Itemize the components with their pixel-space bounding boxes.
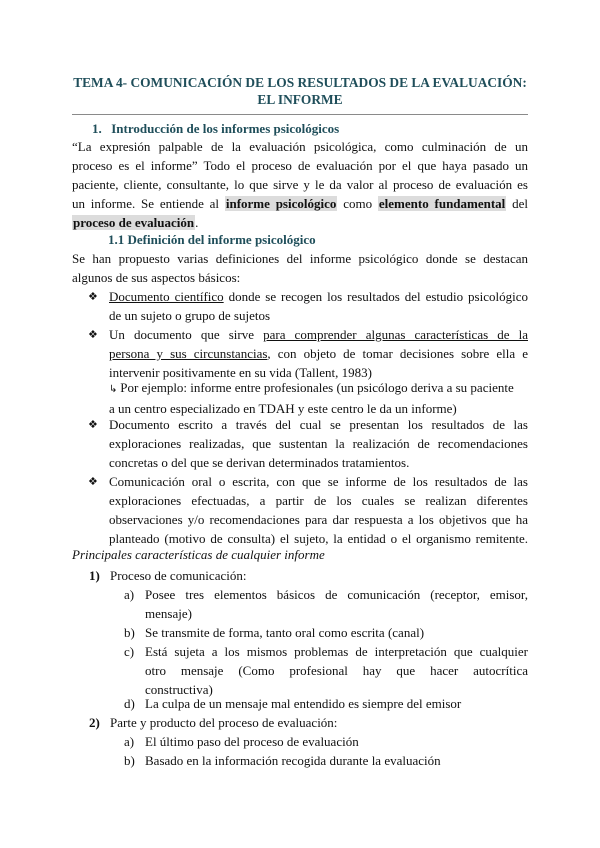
bullet-line: Documento escrito a través del cual se presentan los resultados de las [109,417,528,432]
section-1-number: 1. [92,121,102,136]
sub-item-text: La culpa de un mensaje mal entendido es siempre del emisor [145,696,462,711]
definitions-line: algunos de sus aspectos básicos: [72,270,241,285]
intro-line: “La expresión palpable de la evaluación psicológica, como culminación de un [72,139,528,154]
highlight-proceso-evaluacion: proceso de evaluación [73,215,195,230]
sub-item-line: Está sujeta a los mismos problemas de interpretación que cualquier [145,644,528,659]
sub-item-letter: b) [124,753,135,768]
sub-item-letter: a) [124,734,135,749]
diamond-bullet-icon: ❖ [88,475,98,488]
highlight-elemento-fundamental: elemento fundamental [378,196,506,211]
intro-line [72,213,528,232]
bullet-text-part: donde se recogen los resultados del estudio psicológico [228,289,528,304]
intro-text: un informe. Se entiende al [72,196,220,211]
intro-text: del [512,196,528,211]
diamond-bullet-icon: ❖ [88,418,98,431]
item-number: 2) [89,715,100,730]
title-divider [72,114,528,115]
characteristics-heading: Principales características de cualquier informe [72,547,325,562]
bullet-line [109,344,528,363]
bullet-text-part: , con objeto de tomar decisiones sobre ella e [267,346,528,361]
bullet-text [109,472,528,548]
intro-line [72,194,528,213]
intro-paragraph [72,137,528,232]
highlight-informe-psicologico: informe psicológico [225,196,337,211]
intro-text: como [343,196,373,211]
underlined-documento-cientifico: Documento científico [109,289,224,304]
example-note [109,378,528,418]
sub-item-line: Posee tres elementos básicos de comunicación (receptor, emisor, [145,587,528,602]
definitions-line: Se han propuesto varias definiciones del informe psicológico donde se destacan [72,251,528,266]
underlined-persona: persona y sus circunstancias [109,346,268,361]
underlined-comprender: para comprender algunas características de la [263,327,528,342]
bullet-line: observaciones y/o recomendaciones para dar respuesta a los objetivos que ha [109,512,528,527]
sub-item-text: Basado en la información recogida durante la evaluación [145,753,441,768]
sub-item-letter: a) [124,587,135,602]
example-line [109,378,528,399]
sub-item-text: El último paso del proceso de evaluación [145,734,359,749]
section-1-title: Introducción de los informes psicológicos [111,121,340,136]
bullet-line [109,287,528,306]
bullet-line: de un sujeto o grupo de sujetos [109,308,271,323]
sub-item-text: Se transmite de forma, tanto oral como escrita (canal) [145,625,425,640]
intro-text: . [195,215,199,230]
intro-line: proceso es el informe” Todo el proceso de evaluación por el que haya pasado un [72,158,528,173]
item-label: Proceso de comunicación: [110,568,247,583]
definitions-intro [72,249,528,287]
example-text: Por ejemplo: informe entre profesionales (un psicólogo deriva a su paciente [120,380,514,395]
section-1-heading [92,121,339,137]
sub-item-letter: c) [124,644,135,659]
bullet-line: planteado (motivo de consulta) el sujeto, la entidad o el organismo remitente. [109,531,528,546]
example-line: a un centro especializado en TDAH y este centro le da un informe) [109,401,457,416]
diamond-bullet-icon: ❖ [88,290,98,303]
sub-item-letter: b) [124,625,135,640]
bullet-line [109,325,528,344]
document-title: TEMA 4- COMUNICACIÓN DE LOS RESULTADOS DE LA EVALUACIÓN: EL INFORME [73,75,527,107]
bullet-line: exploraciones efectuadas, a partir de los cuales se realizan diferentes [109,493,528,508]
sub-item-text [145,585,528,623]
diamond-bullet-icon: ❖ [88,328,98,341]
bullet-line: exploraciones realizadas, que sustentan la realización de recomendaciones [109,436,528,451]
sub-item-letter: d) [124,696,135,711]
bullet-text-part: Un documento que sirve [109,327,254,342]
sub-item-line: constructiva) [145,682,213,697]
subsection-1-1-heading: 1.1 Definición del informe psicológico [108,232,316,247]
bullet-text [109,325,528,382]
item-label: Parte y producto del proceso de evaluación: [110,715,338,730]
bullet-line: intervenir positivamente en su vida (Tallent, 1983) [109,365,372,380]
bullet-text [109,415,528,472]
sub-item-line: mensaje) [145,606,192,621]
bullet-text [109,287,528,325]
intro-line: paciente, cliente, consultante, lo que sirve y le da valor al proceso de evaluación es [72,177,528,192]
sub-item-text [145,642,528,699]
return-arrow-icon: ↳ [109,384,118,395]
bullet-line: Comunicación oral o escrita, con que se informe de los resultados de las [109,474,528,489]
bullet-line: concretas o del que se derivan determinados tratamientos. [109,455,410,470]
item-number: 1) [89,568,100,583]
sub-item-line: otro mensaje (Como profesional hay que hacer autocrítica [145,663,528,678]
